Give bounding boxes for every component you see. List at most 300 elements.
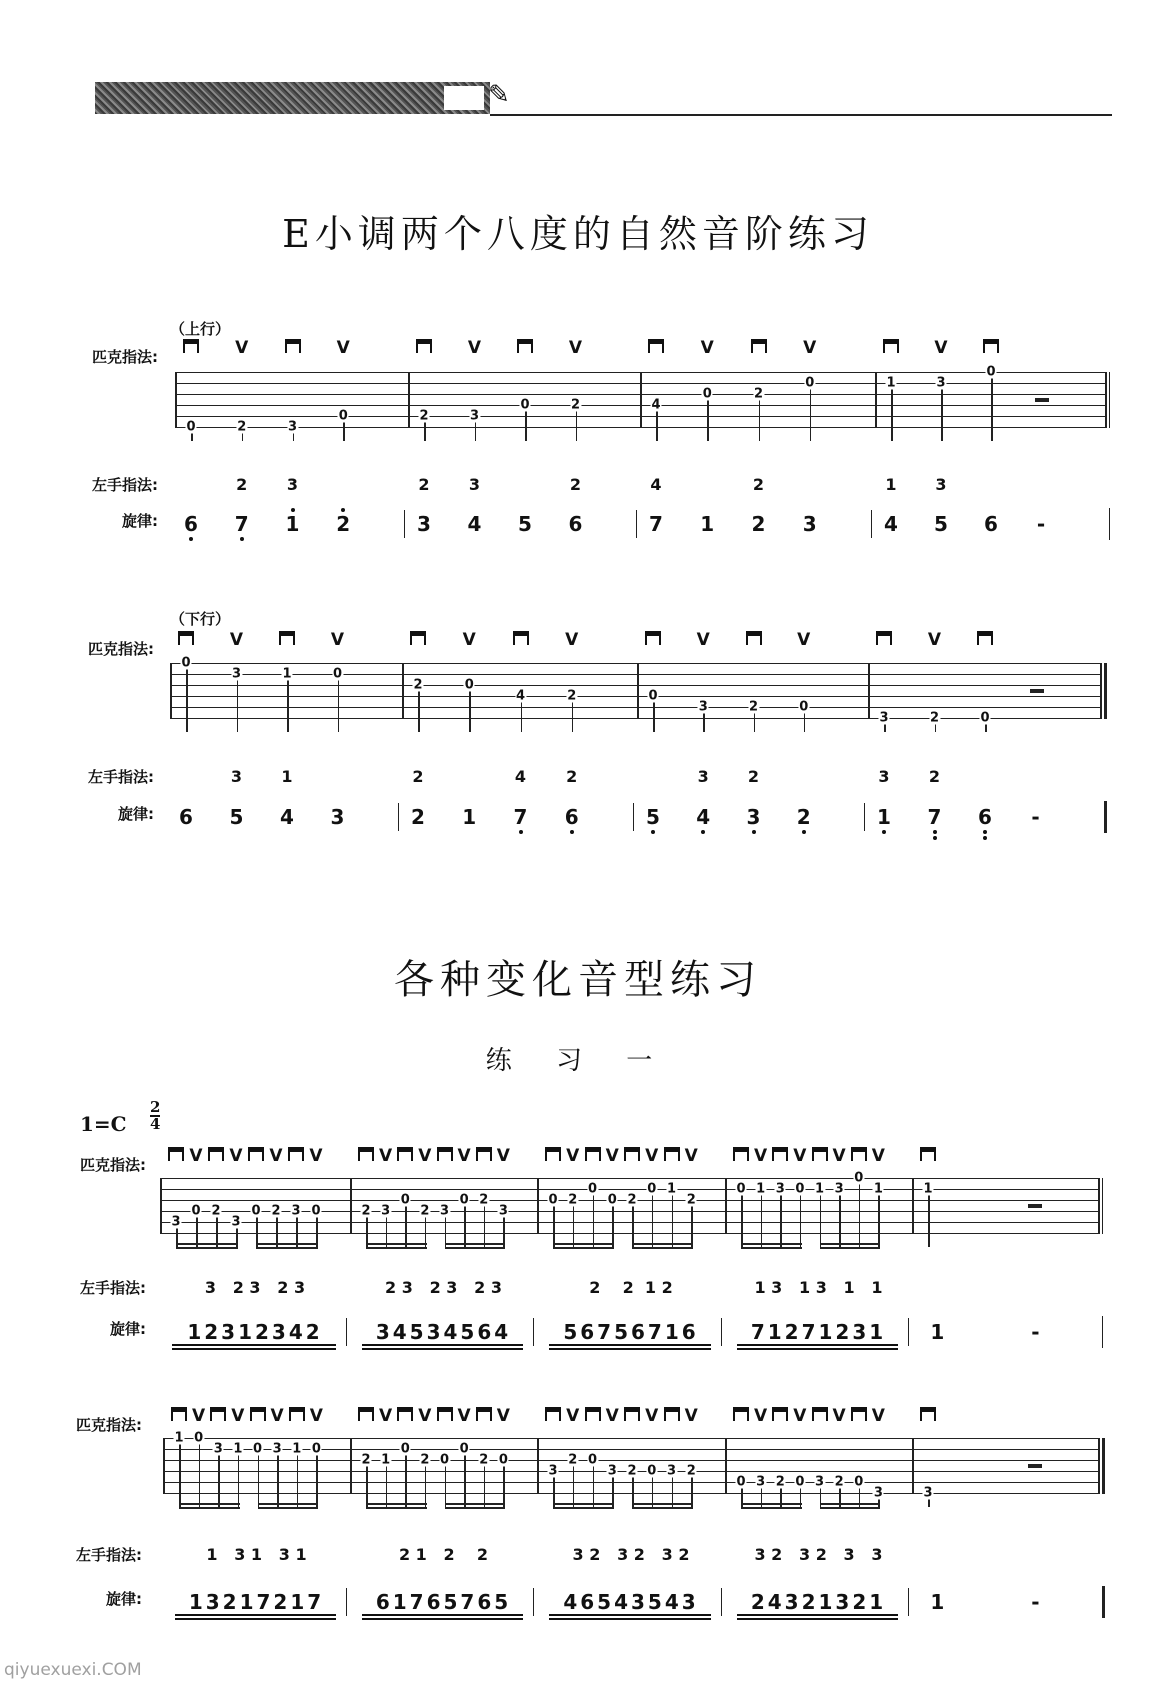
note-beam — [553, 1507, 614, 1509]
pick-down-stroke-icon — [248, 1146, 264, 1166]
note-stem — [810, 383, 812, 441]
pick-label: 匹克指法: — [80, 1156, 146, 1174]
left-hand-finger-group: 3 2 3 2 3 — [204, 1278, 306, 1297]
fret-number: 3 — [756, 1474, 766, 1490]
fret-number: 0 — [400, 1441, 410, 1457]
fret-number: 0 — [186, 419, 196, 435]
note-stem — [800, 1189, 802, 1247]
note-beam — [179, 1507, 240, 1509]
pick-down-stroke-icon — [746, 630, 762, 650]
left-hand-finger-group: 2 1 2 2 — [398, 1545, 489, 1564]
fret-number: 2 — [237, 419, 247, 435]
note-beam — [366, 1507, 427, 1509]
tab-barline — [160, 1178, 162, 1234]
pick-up-stroke-icon: V — [457, 1406, 471, 1426]
tab-staff-line — [163, 1449, 1098, 1450]
melody-label: 旋律: — [122, 512, 158, 530]
note-stem — [820, 1189, 822, 1247]
melody-note: 7 — [649, 512, 663, 536]
fret-number: 2 — [686, 1192, 696, 1208]
tab-barline — [402, 663, 404, 719]
pick-up-stroke-icon: V — [696, 630, 710, 650]
tab-staff-line — [163, 1493, 1098, 1494]
pick-up-stroke-icon: V — [871, 1146, 885, 1166]
note-stem — [593, 1189, 595, 1247]
left-hand-finger-group: 2 2 1 2 — [589, 1278, 673, 1297]
melody-note: 6 — [179, 805, 193, 829]
melody-note: - — [1031, 805, 1040, 829]
pick-down-stroke-icon — [279, 630, 295, 650]
fret-number: 0 — [795, 1181, 805, 1197]
melody-underline — [549, 1348, 711, 1350]
fret-number: 0 — [311, 1203, 321, 1219]
left-hand-label: 左手指法: — [88, 768, 154, 786]
pick-down-stroke-icon — [624, 1406, 640, 1426]
pick-down-stroke-icon — [648, 338, 664, 358]
fret-number: 3 — [231, 666, 242, 682]
fret-number: 3 — [272, 1441, 282, 1457]
left-hand-finger: 2 — [418, 475, 430, 494]
note-stem — [316, 1449, 318, 1507]
pick-label: 匹克指法: — [92, 348, 158, 366]
note-stem — [464, 1449, 466, 1507]
note-beam — [553, 1243, 614, 1245]
note-stem — [199, 1438, 201, 1507]
pick-up-stroke-icon: V — [229, 630, 244, 650]
note-beam — [366, 1247, 427, 1249]
time-signature-bottom: 4 — [150, 1115, 161, 1133]
melody-group: 34534564 — [375, 1320, 512, 1344]
pick-down-stroke-icon — [733, 1406, 749, 1426]
melody-final-barline — [1102, 1316, 1103, 1348]
melody-note: 4 — [467, 512, 482, 536]
melody-label: 旋律: — [118, 805, 154, 823]
fret-number: 1 — [886, 375, 896, 391]
fret-number: 0 — [795, 1474, 805, 1490]
pick-down-stroke-icon — [171, 1406, 187, 1426]
fret-number: 2 — [568, 1192, 578, 1208]
pick-down-stroke-icon — [751, 338, 767, 358]
melody-note: 7 — [234, 512, 249, 536]
octave-low-dot — [933, 830, 937, 834]
octave-low-dot — [933, 836, 937, 840]
pick-down-stroke-icon — [624, 1146, 640, 1166]
tab-barline — [1100, 663, 1102, 719]
melody-underline — [362, 1344, 523, 1346]
fret-number: 2 — [627, 1192, 637, 1208]
tab-staff-line — [170, 718, 1100, 719]
melody-note: 5 — [934, 512, 948, 536]
pick-up-stroke-icon: V — [418, 1146, 432, 1166]
note-beam — [741, 1243, 802, 1245]
melody-note: 4 — [696, 805, 711, 829]
melody-underline — [549, 1344, 711, 1346]
melody-barline — [908, 1588, 909, 1616]
fret-number: 0 — [311, 1441, 321, 1457]
note-beam — [176, 1243, 238, 1245]
pick-down-stroke-icon — [517, 338, 533, 358]
left-hand-finger: 2 — [747, 767, 760, 786]
octave-low-dot — [983, 836, 987, 840]
fret-number: 3 — [548, 1463, 558, 1479]
fret-number: 3 — [775, 1181, 785, 1197]
pick-up-stroke-icon: V — [927, 630, 942, 650]
fret-number: 3 — [873, 1485, 883, 1501]
melody-barline — [346, 1588, 347, 1616]
fret-number: 0 — [338, 408, 348, 424]
fret-number: 0 — [251, 1203, 261, 1219]
note-stem — [218, 1449, 220, 1507]
tab-barline — [170, 663, 172, 719]
fret-number: 0 — [799, 699, 809, 715]
fret-number: 0 — [980, 710, 990, 726]
melody-note: 4 — [884, 512, 898, 536]
note-stem — [672, 1189, 674, 1247]
tab-final-barline — [1102, 1438, 1105, 1494]
melody-note: 6 — [978, 805, 992, 829]
note-stem — [405, 1449, 407, 1507]
note-beam — [256, 1247, 318, 1249]
left-hand-finger: 3 — [286, 475, 299, 494]
note-stem — [652, 1189, 654, 1247]
melody-label: 旋律: — [110, 1320, 146, 1338]
tab-barline — [725, 1438, 727, 1494]
fret-number: 2 — [271, 1203, 281, 1219]
melody-note: 2 — [751, 512, 766, 536]
left-hand-label: 左手指法: — [92, 476, 158, 494]
note-stem — [839, 1189, 841, 1247]
pick-up-stroke-icon: V — [754, 1406, 768, 1426]
pick-up-stroke-icon: V — [467, 338, 482, 358]
pick-down-stroke-icon — [210, 1406, 226, 1426]
melody-barline — [721, 1318, 722, 1346]
note-beam — [553, 1247, 614, 1249]
pick-up-stroke-icon: V — [645, 1406, 659, 1426]
note-stem — [338, 674, 340, 732]
pick-down-stroke-icon — [250, 1406, 266, 1426]
melody-group: 71271231 — [750, 1320, 887, 1344]
pick-up-stroke-icon: V — [309, 1406, 323, 1426]
tab-barline — [1098, 1438, 1100, 1494]
melody-final-barline — [1104, 801, 1107, 833]
fret-number: 0 — [520, 397, 530, 413]
fret-number: 2 — [775, 1474, 785, 1490]
note-stem — [237, 674, 239, 732]
note-beam — [632, 1247, 693, 1249]
melody-underline — [175, 1618, 336, 1620]
note-beam — [820, 1507, 881, 1509]
melody-label: 旋律: — [106, 1590, 142, 1608]
pick-up-stroke-icon: V — [605, 1146, 619, 1166]
note-beam — [553, 1503, 614, 1505]
pick-down-stroke-icon — [812, 1406, 828, 1426]
pick-down-stroke-icon — [358, 1406, 374, 1426]
note-beam — [820, 1243, 881, 1245]
note-beam — [176, 1247, 238, 1249]
melody-barline — [908, 1318, 909, 1346]
left-hand-finger-group: 2 3 2 3 2 3 — [385, 1278, 502, 1297]
melody-note: 3 — [802, 512, 817, 536]
melody-barline — [533, 1318, 534, 1346]
melody-note: 1 — [877, 805, 891, 829]
fret-number: 3 — [291, 1203, 301, 1219]
melody-underline — [737, 1614, 898, 1616]
note-beam — [820, 1247, 881, 1249]
tab-barline — [537, 1178, 539, 1234]
fret-number: 1 — [292, 1441, 302, 1457]
fret-number: 2 — [568, 1452, 578, 1468]
tab-staff-line — [170, 707, 1100, 708]
pick-down-stroke-icon — [851, 1146, 867, 1166]
tab-staff-line — [163, 1460, 1098, 1461]
tab-staff-line — [170, 685, 1100, 686]
pick-down-stroke-icon — [183, 338, 199, 358]
note-beam — [258, 1507, 319, 1509]
octave-low-dot — [240, 537, 244, 541]
fret-number: 3 — [231, 1214, 241, 1230]
fret-number: 0 — [702, 386, 712, 402]
melody-note: 2 — [411, 805, 425, 829]
pick-down-stroke-icon — [168, 1146, 184, 1166]
pick-down-stroke-icon — [733, 1146, 749, 1166]
pick-down-stroke-icon — [178, 630, 194, 650]
left-hand-label: 左手指法: — [80, 1279, 146, 1297]
fret-number: 0 — [439, 1452, 450, 1468]
note-beam — [445, 1503, 506, 1505]
note-beam — [258, 1503, 319, 1505]
octave-low-dot — [519, 830, 523, 834]
note-stem — [287, 674, 289, 732]
melody-barline — [398, 803, 399, 831]
fret-number: 2 — [361, 1203, 371, 1219]
pick-up-stroke-icon: V — [832, 1146, 846, 1166]
fret-number: 1 — [233, 1441, 243, 1457]
left-hand-finger: 2 — [236, 475, 248, 494]
note-stem — [238, 1449, 240, 1507]
fret-number: 0 — [587, 1452, 598, 1468]
melody-underline — [549, 1614, 711, 1616]
melody-note: 1 — [462, 805, 477, 829]
pick-up-stroke-icon: V — [418, 1406, 432, 1426]
note-stem — [761, 1189, 763, 1247]
left-hand-finger-group: 1 3 1 3 1 1 — [754, 1278, 883, 1297]
watermark: qiyuexuexi.COM — [4, 1660, 142, 1680]
melody-barline — [633, 803, 634, 831]
pick-up-stroke-icon: V — [379, 1146, 393, 1166]
tab-barline — [637, 663, 639, 719]
fret-number: 2 — [567, 688, 577, 704]
fret-number: 1 — [873, 1181, 883, 1197]
note-stem — [941, 383, 943, 441]
pick-down-stroke-icon — [883, 338, 899, 358]
pick-up-stroke-icon: V — [235, 338, 249, 358]
fret-number: 0 — [854, 1170, 864, 1186]
tab-final-barline — [1102, 1178, 1103, 1234]
melody-underline — [362, 1618, 523, 1620]
pick-down-stroke-icon — [920, 1146, 936, 1166]
tab-barline — [1098, 1178, 1100, 1234]
melody-underline — [362, 1348, 523, 1350]
tab-staff-line — [170, 696, 1100, 697]
fret-number: 1 — [282, 666, 292, 682]
note-stem — [991, 372, 993, 441]
tab-barline — [163, 1438, 165, 1494]
pick-up-stroke-icon: V — [192, 1406, 206, 1426]
melody-underline — [175, 1614, 336, 1616]
pick-up-stroke-icon: V — [754, 1146, 768, 1166]
pick-down-stroke-icon — [437, 1146, 453, 1166]
pick-down-stroke-icon — [664, 1406, 680, 1426]
fret-number: 3 — [879, 710, 889, 726]
pick-down-stroke-icon — [585, 1406, 601, 1426]
pick-up-stroke-icon: V — [566, 1146, 580, 1166]
fret-number: 2 — [413, 677, 423, 693]
melody-final-barline — [1102, 1586, 1105, 1618]
pick-up-stroke-icon: V — [336, 338, 350, 358]
fret-number: 3 — [171, 1214, 181, 1230]
left-hand-finger: 1 — [885, 475, 897, 494]
note-beam — [179, 1503, 240, 1505]
pick-up-stroke-icon: V — [231, 1406, 245, 1426]
pick-up-stroke-icon: V — [496, 1406, 510, 1426]
octave-low-dot — [882, 830, 886, 834]
pick-down-stroke-icon — [513, 630, 529, 650]
tab-barline — [537, 1438, 539, 1494]
pick-down-stroke-icon — [977, 630, 993, 650]
pick-down-stroke-icon — [397, 1406, 413, 1426]
pick-down-stroke-icon — [416, 338, 432, 358]
fret-number: 0 — [548, 1192, 558, 1208]
fret-number: 2 — [570, 397, 581, 413]
tab-barline — [175, 372, 177, 428]
left-hand-finger: 3 — [230, 767, 243, 786]
fret-number: 2 — [753, 386, 764, 402]
fret-number: 0 — [648, 688, 658, 704]
melody-group: 56756716 — [563, 1320, 699, 1344]
melody-underline — [737, 1348, 898, 1350]
fret-number: 4 — [651, 397, 661, 413]
fret-number: 0 — [736, 1474, 746, 1490]
half-rest — [1035, 398, 1049, 402]
note-beam — [366, 1243, 427, 1245]
fret-number: 0 — [805, 375, 815, 391]
melody-note: 6 — [564, 805, 579, 829]
melody-note: 1 — [285, 512, 300, 536]
melody-note: 6 — [184, 512, 198, 536]
melody-group: 12312342 — [187, 1320, 323, 1344]
fret-number: 0 — [181, 655, 191, 671]
pick-label: 匹克指法: — [88, 640, 154, 658]
direction-down-label: （下行） — [170, 610, 231, 628]
pick-down-stroke-icon — [476, 1406, 492, 1426]
tab-staff-line — [163, 1482, 1098, 1483]
pick-up-stroke-icon: V — [566, 1406, 580, 1426]
fret-number: 2 — [420, 1452, 430, 1468]
pick-up-stroke-icon: V — [309, 1146, 323, 1166]
pick-down-stroke-icon — [812, 1146, 828, 1166]
pick-down-stroke-icon — [772, 1406, 788, 1426]
melody-note: 3 — [746, 805, 761, 829]
melody-barline — [871, 510, 872, 538]
fret-number: 0 — [194, 1430, 204, 1446]
pick-down-stroke-icon — [437, 1406, 453, 1426]
melody-note: 7 — [513, 805, 528, 829]
fret-number: 2 — [479, 1452, 489, 1468]
fret-number: 3 — [834, 1181, 844, 1197]
note-beam — [445, 1243, 506, 1245]
fret-number: 2 — [686, 1463, 696, 1479]
note-stem — [297, 1449, 299, 1507]
pick-up-stroke-icon: V — [797, 630, 811, 650]
fret-number: 1 — [174, 1430, 184, 1446]
tab-barline — [875, 372, 877, 428]
note-stem — [258, 1449, 260, 1507]
fret-number: 3 — [698, 699, 708, 715]
main-title: E小调两个八度的自然音阶练习 — [282, 212, 874, 256]
left-hand-finger: 2 — [752, 475, 765, 494]
key-signature: 1=C — [80, 1112, 127, 1136]
fret-number: 1 — [381, 1452, 391, 1468]
fret-number: 2 — [748, 699, 759, 715]
tab-barline — [725, 1178, 727, 1234]
direction-up-label: （上行） — [170, 320, 231, 338]
pick-up-stroke-icon: V — [700, 338, 714, 358]
note-stem — [878, 1189, 880, 1247]
pick-down-stroke-icon — [920, 1406, 936, 1426]
fret-number: 3 — [936, 375, 946, 391]
fret-number: 1 — [814, 1181, 825, 1197]
tab-staff-line — [160, 1178, 1098, 1179]
note-stem — [186, 663, 188, 732]
note-beam — [256, 1243, 318, 1245]
octave-low-dot — [752, 830, 756, 834]
melody-barline — [721, 1588, 722, 1616]
fret-number: 0 — [252, 1441, 263, 1457]
tab-barline — [912, 1438, 914, 1494]
left-hand-label: 左手指法: — [76, 1546, 142, 1564]
melody-group: 13217217 — [188, 1590, 325, 1614]
tab-barline — [350, 1438, 352, 1494]
pick-up-stroke-icon: V — [189, 1146, 203, 1166]
note-beam — [741, 1503, 802, 1505]
fret-number: 1 — [666, 1181, 677, 1197]
pick-up-stroke-icon: V — [605, 1406, 619, 1426]
pick-up-stroke-icon: V — [269, 1146, 283, 1166]
pick-up-stroke-icon: V — [462, 630, 476, 650]
melody-underline — [172, 1348, 336, 1350]
half-rest — [1028, 1464, 1042, 1468]
pick-up-stroke-icon: V — [832, 1406, 846, 1426]
tab-staff-line — [170, 674, 1100, 675]
melody-underline — [549, 1618, 711, 1620]
octave-low-dot — [701, 830, 705, 834]
pick-down-stroke-icon — [289, 1406, 305, 1426]
left-hand-finger: 2 — [569, 475, 582, 494]
fret-number: 1 — [756, 1181, 766, 1197]
pick-up-stroke-icon: V — [934, 338, 948, 358]
melody-note: 5 — [518, 512, 532, 536]
octave-low-dot — [189, 537, 193, 541]
tab-final-barline — [1109, 372, 1110, 428]
left-hand-finger: 4 — [514, 767, 527, 786]
note-beam — [632, 1243, 693, 1245]
melody-group: 1 - — [930, 1590, 1080, 1614]
pick-down-stroke-icon — [772, 1146, 788, 1166]
fret-number: 3 — [814, 1474, 825, 1490]
melody-note: 5 — [646, 805, 660, 829]
fret-number: 0 — [736, 1181, 746, 1197]
fret-number: 3 — [498, 1203, 508, 1219]
